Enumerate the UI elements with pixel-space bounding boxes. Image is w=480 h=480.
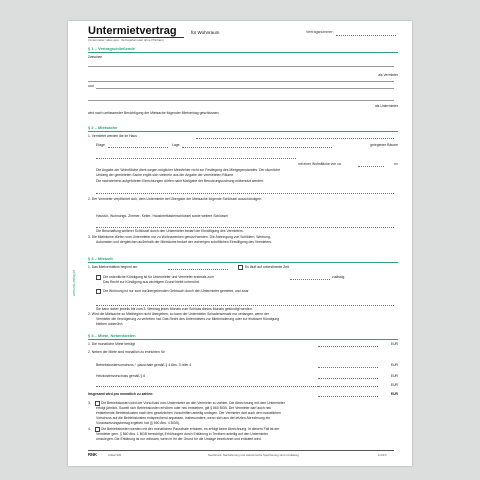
section-4-para-3d: Vorschuss auf die Betriebskosten entsprechend anpassen, insbesondere, wenn sich aus der letzten Abrechnung ein	[96, 416, 271, 420]
option-a-label: Es läuft auf unbestimmte Zeit.	[245, 265, 290, 269]
section-4-item-4-number: 4.	[88, 427, 91, 431]
als-untermieter-label: als Untermieter	[375, 104, 398, 108]
als-vermieter-label: als Vermieter	[378, 73, 398, 77]
section-4-para-3c: entstehende Betriebskosten nach den gesetzlichen Vorschriften anteilig umlegen. Der Vermieter darf auch den monatlichen	[96, 411, 281, 415]
section-3-item-1: 1. Das Mietverhältnis beginnt am	[88, 265, 138, 269]
keys-field[interactable]	[96, 227, 394, 228]
header-note: (Untermieter: alles gem. Vertragsformular ohne Pflichten)	[88, 38, 164, 42]
section-4-item-2: 2. Neben der Miete sind monatlich zu entrichten für	[88, 350, 165, 354]
lage-field[interactable]	[182, 147, 332, 148]
landlord-name-line[interactable]	[88, 66, 394, 67]
section-4-para-4b: Vermieter gem. § 560 Abs. 1 BGB berechtigt, Erhöhungen durch Erklärung in Textform anteilig auf den Untermieter	[96, 432, 269, 436]
heating-costs-label: Heizkostenvorschuss gemäß § 6	[96, 374, 146, 378]
section-1-rule	[88, 52, 398, 53]
section-4-rule	[88, 339, 398, 340]
m2-unit: m²	[394, 162, 398, 166]
total-amount-field[interactable]	[318, 396, 378, 397]
total-label: Insgesamt wird pro monatlich zu zahlen:	[88, 392, 154, 396]
wohnflaeche-label: mit einer Wohnfläche von ca.	[298, 162, 342, 166]
option-c-label: Die Wohnung ist nur zum vorübergehenden Gebrauch durch den Untermieter gemietet, und zwar	[103, 289, 249, 293]
wohnflaeche-field[interactable]	[358, 166, 384, 167]
other-costs-field[interactable]	[96, 386, 318, 387]
temporary-use-field[interactable]	[96, 305, 394, 306]
section-4-para-4c: umzulegen. Die Erklärung ist nur wirksam, wenn in ihr der Grund für die Umlage bezeichnet und erläutert wird.	[96, 437, 262, 441]
other-costs-amount-field[interactable]	[318, 386, 378, 387]
total-currency: EUR	[390, 392, 398, 396]
section-2-item-1: 1. Vermietet werden die im Haus	[88, 134, 137, 138]
section-3-rule	[88, 262, 398, 263]
section-3-para-1: Sie kann daher jeweils bis zum 3. Werktag jedes Monats zum Schluss dieses Monats gekündigt werden.	[96, 307, 253, 311]
other-costs-currency: EUR	[390, 383, 398, 387]
tenant-address-line[interactable]	[88, 100, 394, 101]
section-3-item-2b: Vermieter die Verzögerung zu vertreten hat. Das Recht des Untermieters zur Mietminderung oder zur fristlosen Kündigung	[96, 317, 280, 321]
und-label: und	[88, 84, 94, 88]
section-4-para-3e: Voraussetzungsbetrag ergeben hat (§ 560 Abs. 4 BGB).	[96, 421, 180, 425]
document-title: Untermietvertrag	[88, 25, 177, 37]
document-subtitle: für Wohnraum	[191, 30, 220, 35]
footer-note: Nachdruck, Nachahmung und elektronische Speicherung sind unzulässig	[208, 453, 299, 457]
document-page	[68, 21, 412, 466]
etage-label: Etage	[96, 143, 105, 147]
section-2-item-3b: Automaten und dergleichen außerhalb der Mieträume bedarf der vorherigen schriftlichen Einwilligung des Vermieters.	[96, 240, 273, 244]
option-b-label: Die ordentliche Kündigung ist für Untermieter und Vermieter erstmals zum	[103, 275, 214, 279]
shared-facilities-field[interactable]	[96, 193, 394, 194]
option-a-checkbox[interactable]	[238, 265, 243, 270]
section-2-para-3: Die Beschaffung weiterer Schlüssel durch den Untermieter bedarf der Einwilligung des Vermieters.	[96, 229, 244, 233]
section-2-item-2: 2. Der Vermieter verpflichtet sich, dem Untermieter bei Übergabe der Mietsache folgende Schlüssel auszuhändigen:	[88, 197, 262, 201]
operating-costs-field[interactable]	[318, 367, 378, 368]
start-date-field[interactable]	[168, 269, 228, 270]
section-2-para-1: Die Angabe der Wohnfläche dient wegen möglicher Messfehler nicht zur Festlegung des Mietgegenstandes. Der räumliche	[96, 168, 281, 172]
section-4-para-3: Die Betriebskosten wird der Vorschuss vom Untermieter an den Vermieter zu zahlen. Die Abrechnung mit dem Untermieter	[101, 401, 285, 405]
keys-line: Haustür- Wohnungs- Zimmer- Keller- Hausbriefkastenschlüssel sowie weitere Schlüssel	[96, 214, 228, 218]
section-4-para-4: Die Betriebskosten werden mit der monatlichen Pauschale erhoben, es erfolgt keine Abrechnung. In diesem Fall ist der	[101, 427, 280, 431]
side-url-band	[72, 236, 78, 296]
rent-currency: EUR	[390, 342, 398, 346]
option-b-suffix: zulässig.	[332, 275, 346, 279]
section-2-para-2: Die nachstehend aufgeführten Einrichtungen dürfen nach Maßgabe der Benutzungsordnung mitbenutzt werden:	[96, 179, 264, 183]
etage-field[interactable]	[108, 147, 168, 148]
raeume-label: gelegenen Räume	[370, 143, 398, 147]
option-b-checkbox[interactable]	[96, 275, 101, 280]
section-2-heading: § 2 – Mietsache	[88, 125, 118, 130]
option-c-checkbox[interactable]	[96, 289, 101, 294]
footer-rule	[88, 450, 394, 451]
section-4-heading: § 4 – Miete, Nebenkosten	[88, 333, 136, 338]
operating-costs-label: Betriebskostenvorschuss / -pauschale gemäß § 4 Abs. 3 oder 4	[96, 363, 192, 367]
tenant-name-line[interactable]	[96, 88, 394, 89]
section-4-para-3b: erfolgt jährlich. Soweit sich Betriebskosten erhöhen oder neu entstehen, gilt § 560 BGB. Der Vermieter darf auch neu	[96, 406, 272, 410]
option-b-note: Das Recht zur Kündigung aus wichtigem Grund bleibt unberührt.	[103, 280, 200, 284]
contract-number-field[interactable]	[336, 35, 396, 36]
zwischen-label: Zwischen	[88, 55, 103, 59]
section-2-para-1b: Umfang der gemieteten Sache ergibt sich vielmehr aus der Angabe der vermieteten Räume.	[96, 173, 235, 177]
section-3-item-2c: bleiben unberührt.	[96, 322, 124, 326]
footer-article: Artikel 520	[108, 453, 122, 457]
rent-amount-field[interactable]	[318, 346, 378, 347]
lage-label: Lage	[172, 143, 180, 147]
section-3-heading: § 3 – Mietzeit	[88, 256, 113, 261]
section-1-heading: § 1 – Vertragschließende	[88, 46, 135, 51]
section-2-rule	[88, 131, 398, 132]
landlord-address-line[interactable]	[88, 81, 394, 82]
house-field[interactable]	[196, 138, 394, 139]
rooms-field[interactable]	[96, 158, 296, 159]
footer-page: 1/2/2/3	[378, 453, 387, 457]
section-4-item-3-number: 3.	[88, 401, 91, 405]
heating-costs-field[interactable]	[318, 378, 378, 379]
section-1-closing: wird nach umfassender Besichtigung der Mietsache folgender Mietvertrag geschlossen:	[88, 111, 220, 115]
publisher-logo: RNK	[88, 452, 98, 457]
side-url-text: www.rnk-verlag.de	[72, 269, 76, 296]
section-3-item-2: 2. Wird die Mietsache zu Mietbeginn nicht übergeben, so kann der Untermieter Schadensersatz nur verlangen, wenn der	[88, 312, 269, 316]
first-termination-date-field[interactable]	[290, 279, 330, 280]
section-4-item-1: 1. Die monatliche Miete beträgt	[88, 342, 135, 346]
operating-costs-currency: EUR	[390, 363, 398, 367]
section-2-item-3: 3. Die Mieträume dürfen vom Untermieter nur zu Wohnzwecken genutzt werden. Die Anbringung von Schildern, Werbung,	[88, 235, 271, 239]
heating-costs-currency: EUR	[390, 374, 398, 378]
contract-number-label: Vertragsnummer:	[306, 30, 334, 34]
